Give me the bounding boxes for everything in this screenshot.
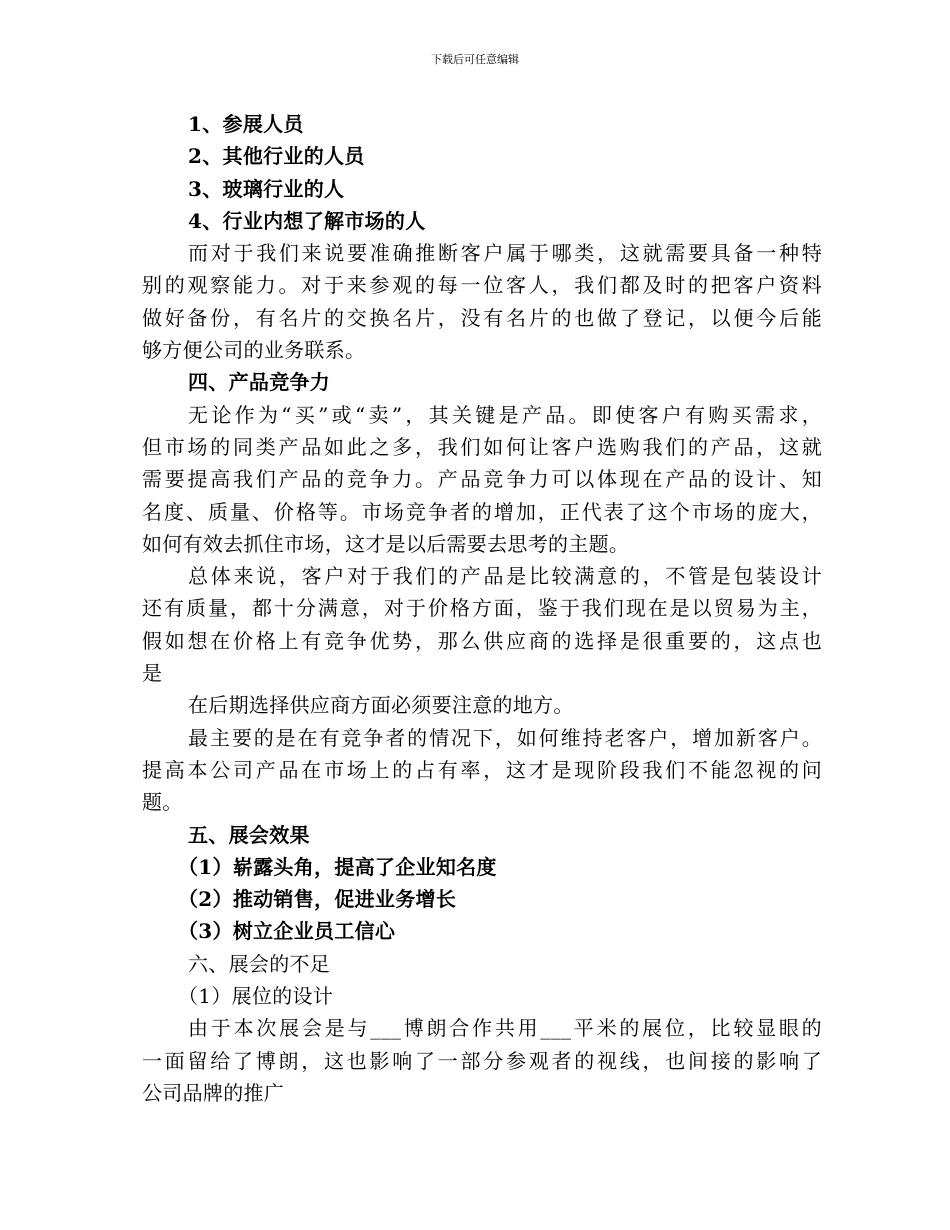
- paragraph-line: 总体来说，客户对于我们的产品是比较满意的，不管是包装设计: [188, 564, 822, 589]
- paragraph-line: 但市场的同类产品如此之多，我们如何让客户选购我们的产品，这就: [142, 434, 822, 459]
- list-item: 3、玻璃行业的人: [188, 176, 345, 201]
- list-item: （2）推动销售，促进业务增长: [178, 887, 457, 912]
- paragraph-line: 名度、质量、价格等。市场竞争者的增加，正代表了这个市场的庞大，: [142, 499, 822, 524]
- paragraph-line: 做好备份，有名片的交换名片，没有名片的也做了登记，以便今后能: [142, 305, 822, 330]
- paragraph-line: 公司品牌的推广: [142, 1080, 285, 1105]
- paragraph-line: 而对于我们来说要准确推断客户属于哪类，这就需要具备一种特: [188, 241, 822, 266]
- paragraph-line: 如何有效去抓住市场，这才是以后需要去思考的主题。: [142, 531, 630, 556]
- list-item: 2、其他行业的人员: [188, 144, 365, 169]
- paragraph-line: 无论作为“买”或“卖”，其关键是产品。即使客户有购买需求，: [188, 402, 822, 427]
- paragraph-line: 够方便公司的业务联系。: [142, 338, 366, 363]
- paragraph-line: 还有质量，都十分满意，对于价格方面，鉴于我们现在是以贸易为主，: [142, 596, 822, 621]
- list-item: （3）树立企业员工信心: [178, 919, 396, 944]
- page-header: 下载后可任意编辑: [431, 53, 519, 66]
- paragraph-line: 假如想在价格上有竞争优势，那么供应商的选择是很重要的，这点也: [142, 628, 822, 653]
- paragraph-line: 最主要的是在有竞争者的情况下，如何维持老客户，增加新客户。: [188, 725, 822, 750]
- paragraph-line: 题。: [142, 790, 183, 815]
- list-item: （1）崭露头角，提高了企业知名度: [178, 854, 497, 879]
- list-item: 4、行业内想了解市场的人: [188, 208, 426, 233]
- section-heading: 六、展会的不足: [188, 951, 331, 976]
- list-item: （1）展位的设计: [178, 984, 334, 1009]
- section-heading: 五、展会效果: [188, 822, 310, 847]
- paragraph-line: 在后期选择供应商方面必须要注意的地方。: [188, 693, 574, 718]
- paragraph-line: 一面留给了博朗，这也影响了一部分参观者的视线，也间接的影响了: [142, 1048, 822, 1073]
- section-heading: 四、产品竞争力: [188, 370, 331, 395]
- paragraph-line: 由于本次展会是与___博朗合作共用___平米的展位，比较显眼的: [188, 1016, 822, 1041]
- paragraph-line: 提高本公司产品在市场上的占有率，这才是现阶段我们不能忽视的问: [142, 757, 822, 782]
- list-item: 1、参展人员: [188, 112, 304, 136]
- paragraph-line: 需要提高我们产品的竞争力。产品竞争力可以体现在产品的设计、知: [142, 467, 822, 492]
- paragraph-line: 别的观察能力。对于来参观的每一位客人，我们都及时的把客户资料: [142, 273, 822, 298]
- document-body: [142, 108, 822, 1109]
- paragraph-line: 是: [142, 661, 163, 686]
